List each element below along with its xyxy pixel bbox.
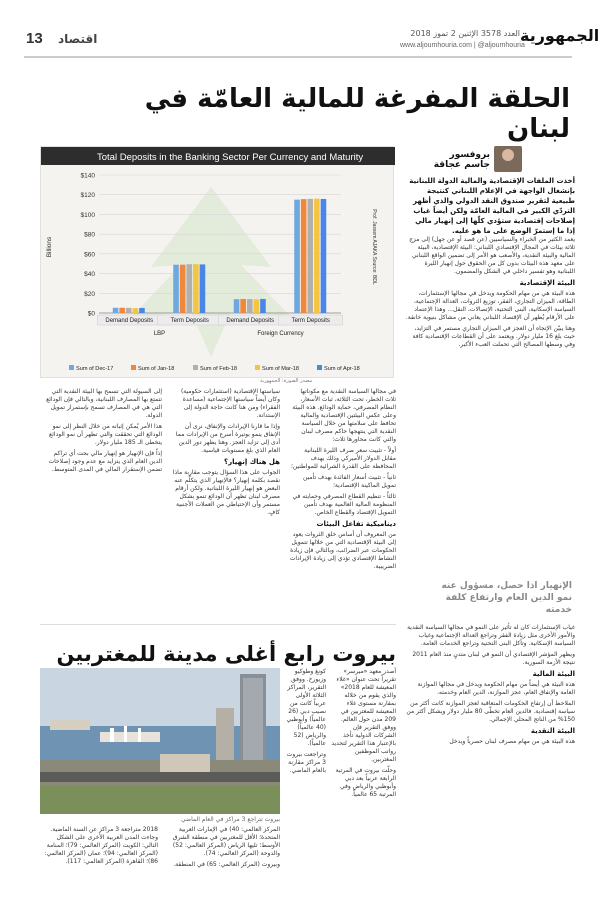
paragraph: هذه البيئة هي أيضاً من مهام الحكومة ويدخل في مجالها الموازنة العامة والإنفاق العام، عجز الموازنة، الدين العام وخدمته. [417,681,575,696]
beirut-skyline-image [40,668,280,814]
y-tick-label: $60 [84,251,95,259]
legend-label: Sum of Dec-17 [76,366,114,372]
x-tick-label: Demand Deposits [105,318,154,324]
paragraph: وبيروت (المركز العالمي: 65) في المنطقة. [173,861,280,868]
paragraph: من المعروف أن أساس خلق الثروات يعود إلى البيئة الإقتصادية التي من خلالها تتمويل الحكومات عبر الضرائب، وبالتالي فإن زيادة النشاط الإقتصادي تؤدي إلى زيادة الإيرادات الضريبية. [289,531,396,570]
header-divider [24,56,572,58]
y-tick-label: $140 [80,172,95,180]
subheading-interaction: ديناميكية تفاعل البيئات [316,520,396,528]
author-photo [494,146,522,172]
chart-credit: مصدر الصورة: الجمهورية [260,378,313,384]
paragraph: 2018 متراجعة 3 مراكز عن السنة الماضية. وجاءت المدن العربية الأخرى على الشكل التالي: الكويت (المركز العالمي: 79)؛ المنامة (المركز العالمي: 94)؛ عمان (المركز العالمي: 86)؛ القاهرة (المركز العالمي: 117). [44,826,158,865]
paragraph: أولاً - تثبيت سعر صرف الليرة اللبنانية مقابل الدولار الأميركي وذلك بهدف المحافظة على القدرة الشرائية للمواطنين؛ [290,447,396,470]
bar [173,265,179,313]
bar [126,308,132,313]
chart-svg [41,147,395,379]
legend-label: Sum of Mar-18 [262,366,299,372]
article2-column-4 [40,826,158,890]
bar [247,299,253,313]
legend-swatch [193,365,198,370]
paragraph: كونغ وطوكيو وزيورخ. ووفق التقرير، المراكز الثلاثة الأولى عربياً كانت من نصيب دبي (26 عالمياً) وأبوظبي (40 عالمياً) والرياض (52 عالمياً). [286,668,326,747]
bar [133,308,139,313]
bar [234,299,240,313]
subheading-collapse: هل هناك إنهيار؟ [224,458,280,466]
bar [294,200,300,313]
subheading-economic: البيئة الإقتصادية [519,279,575,287]
paragraph: هذه البيئة هي من مهام الحكومة ويدخل في مجالها الإستثمارات، الطاقة، الميزان التجاري، الفقر، توزيع الثروات، العدالة الإجتماعية، السياسة الإسكانية، البنى التحتية، الإتصالات، النقل... وهذا الإعتماد على الأرقام يُظهر أن الإقتصاد اللبناني يعاني من مشاكل بنيوية خانقة. [405,290,575,321]
bar [139,308,145,313]
paragraph: سياستها الإقتصادية (استثمارات حكومية) وكان أيضاً سياستها الإجتماعية (مساعدة الفقراء) ومن هنا كانت حاجة الدولة إلى الإستدانة. [180,388,280,419]
y-axis-label: Billions [46,236,53,258]
x-tick-label: Term Deposits [170,318,209,324]
paragraph: وحلّت بيروت في المرتبة الرابعة عربياً بعد دبي وأبوظبي والرياض وفي المرتبة 65 عالمياً. [335,767,396,798]
column-mid [288,388,396,616]
bar [200,264,206,313]
article2-column-2 [286,668,326,890]
paragraph: هذا الأمر يُمكن إثباته من خلال النظر إلى نمو الودائع التي تحققت والتي تظهر أن نمو الودائع يتخطى الـ 185 مليار دولار. [49,423,162,446]
group-label: LBP [153,331,166,337]
paragraph: إلى السيولة التي تسمح بها البيئة النقدية التي تتمتع بها المصارف اللبنانية، وبالتالي فإن الودائع التي هي في المصارف تسمح بإستمرار تمويل الدولة. [46,388,162,419]
paragraph: الملاحظ أن إرتفاع الحكومات المتعاقبة لعجز الموازنة كانت أكثر من سياسة إقتصادية. فالدين العام تخطّى 80 مليار دولار ويشكل أكثر من 150% من الناتج المحلي الإجمالي. [406,700,575,723]
legend-swatch [131,365,136,370]
x-tick-label: Demand Deposits [226,318,275,324]
y-tick-label: $80 [84,231,95,239]
legend-label: Sum of Jan-18 [138,366,175,372]
article2-column-1 [330,668,396,890]
bar [180,265,186,313]
legend-swatch [69,365,74,370]
bar [321,199,327,313]
paragraph: في مجالها السياسة النقدية مع مكوناتها ثلاث الخطر، تحت الثلاثة، ثبات الأسعار، النظام المصرفي، حماية الودائع. هذه البيئة وعلى عكس البيئتين الإقتصادية والمالية تحافظ على سلامتها من خلال السياسة النقدية التي ينتهجها حاكم مصرف لبنان والتي كانت محاورها ثلاث: [292,388,396,443]
chart-title: Total Deposits in the Banking Sector Per Currency and Maturity [97,152,364,163]
author-name: جاسم عجاقة [433,160,490,170]
paragraph: هذه البيئة هي من مهام مصرف لبنان حصرياً ويدخل [449,738,575,745]
bar [260,299,266,313]
x-tick-label: Term Deposits [291,318,330,324]
y-tick-label: $0 [87,310,95,318]
bar [119,308,125,313]
paragraph: المركز العالمي: 40) في الإمارات العربية المتحدة؛ الأقل للمغتربين في منطقة الشرق الأوسط؛ تليها الرياض (المركز العالمي: 52) والدوحة (المركز العالمي: 74). [172,826,280,857]
article2-column-3 [164,826,280,890]
section-divider [40,624,396,625]
legend-swatch [255,365,260,370]
subheading-monetary: البيئة النقدية [530,727,575,735]
bar [314,199,320,313]
beirut-photo [40,668,280,814]
paragraph: ثانياً - تثبيت أسعار الفائدة بهدف تأمين تمويل الماكينة الإقتصادية؛ [303,474,396,489]
column-far-left [40,388,162,616]
photo-source: Prof. Jassem AJAKA Source: BDL [371,209,377,285]
bar [186,264,192,313]
paragraph: ثالثاً - تنظيم القطاع المصرفي وحمايته في المنظومة المالية العالمية بهدف تأمين التمويل الإقتصاد والقطاع الخاص. [292,493,396,516]
paragraph: أصدر معهد «ميرسر» تقريراً تحت عنوان «غلاء المعيشة للعام 2018» والذي يقوم من خلاله بمقارنة مستوى غلاء المعيشة للمغتربين في 209 مدن حول العالم. ووفق التقرير فإن الشركات الدولية تأخذ بالإعتبار هذا التقرير لتحديد رواتب الموظفين المغتربين. [331,668,396,763]
paragraph: إذاً فإن الإنهيار هو إنهيار مالي بحت أي تراكم الدين العام الذي يتزايد مع عدم وجود إصلاحات تضمن الإستقرار المالي في المدى المتوسط. [48,450,162,473]
y-tick-label: $40 [84,271,95,279]
bar [193,264,199,313]
group-label: Foreign Currency [257,331,304,337]
column-right-upper [405,236,575,576]
author-byline [406,150,490,170]
legend-swatch [317,365,322,370]
paragraph: وهنا يبيّن الإتجاه أن العجز في الميزان التجاري مستمر في التزايد، حيث بلغ 16 مليار دولار. ويعتمد على أن القطاعات الإقتصادية كافة وفي وسطها المصالح التي تحملت العبء الأكبر. [412,325,575,348]
column-left [170,388,280,616]
deposits-chart [40,146,394,378]
bar [254,299,260,313]
issue-meta: العدد 3578 الإثنين 2 تموز 2018 [410,29,520,38]
y-tick-label: $20 [84,290,95,298]
article-headline: الحلقة المفرغة للمالية العامّة في لبنان [144,84,570,144]
paragraph: يعمد الكثير من الخبراء والسياسيين (عن قصد أو عن جهل) إلى مزج ثلاثة بيئات في المجال الإقتصادي اللبناني: البيئة الإقتصادية، البيئة المالية والبيئة النقدية، والأصعب هو الأمر إلى تضمين الواقع اللبناني على معهد هذه البيئات بدون كل من الحقوق حول إنهيار الليرة اللبنانية وهو تفسير داخلي في الشكل والمضمون. [409,236,575,275]
paragraph: وإذا ما قارنا الإيرادات والإنفاق، نرى أن الإنفاق ينمو بوتيرة أسرع من الإيرادات مما أدى إلى تزايد العجز. وهنا يظهر دور الدين العام الذي بلغ مستويات قياسية. [175,423,280,454]
article-lead: أخذت الملفات الإقتصادية والمالية الدولة اللبنانية بإنشغال الواجهة في الإعلام اللبناني كنتيجة طبيعية لتقرير صندوق النقد الدولي والذي أظهر التردّي الكبير في المالية العامّة ولكن أيضاً غياب إصلاحات إقتصادية ستؤدي كلّها إلى إنهيار مالي إذا ما إستمرّ الوضع على ما هو عليه. [409,177,575,235]
bar [240,299,246,313]
page-number: 13 [26,30,43,47]
article2-headline: بيروت رابع أغلى مدينة للمغتربين [56,642,396,666]
section-label: اقتصاد [58,32,98,46]
pull-quote: الإنهيار اذا حصل، مسؤول عنه نمو الدين العام وارتفاع كلفة خدمته [441,581,572,615]
paragraph: الجواب على هذا السؤال يتوجب مقاربة ماذا نقصد بكلمة إنهيار؟ فالإنهيار الذي يتكلّم عنه البعض هو إنهيار الليرة اللبنانية. ولكن أرقام مصرف لبنان تظهر أن الودائع تنمو بشكل مستمر وأن الإحتياطي من العملات الأجنبية كافٍ. [172,469,280,516]
legend-label: Sum of Feb-18 [200,366,237,372]
paragraph: ويظهر المؤشر الإقتصادي أن النمو في لبنان متدنٍ منذ العام 2011 نتيجة الأزمة السورية. [412,651,575,666]
newspaper-logo: الجمهورية [520,26,599,45]
subheading-financial: البيئة المالية [532,670,575,678]
photo-caption: بيروت تتراجع 3 مراكز في العام الماضي [180,816,280,823]
bar [307,199,313,313]
bar [113,308,119,313]
y-tick-label: $120 [80,192,95,200]
author-title: بروفسور [449,150,490,160]
bar [301,199,307,313]
paragraph: وتراجعت بيروت 3 مراكز مقارنة بالعام الماضي. [286,751,326,774]
website-link[interactable]: www.aljoumhouria.com | @aljoumhouria [400,42,525,49]
legend-label: Sum of Apr-18 [324,366,360,372]
y-tick-label: $100 [80,211,95,219]
column-right-lower [405,624,575,890]
paragraph: غياب الإستثمارات كان له تأثير على النمو في مجالها السياسة النقدية والأمور الأخرى مثل زيادة الفقر وتراجع العدالة الإجتماعية وغياب السياسة الإسكانية. وتأكل البنى التحتية وتراجع الخدمات العامة. [407,624,575,647]
